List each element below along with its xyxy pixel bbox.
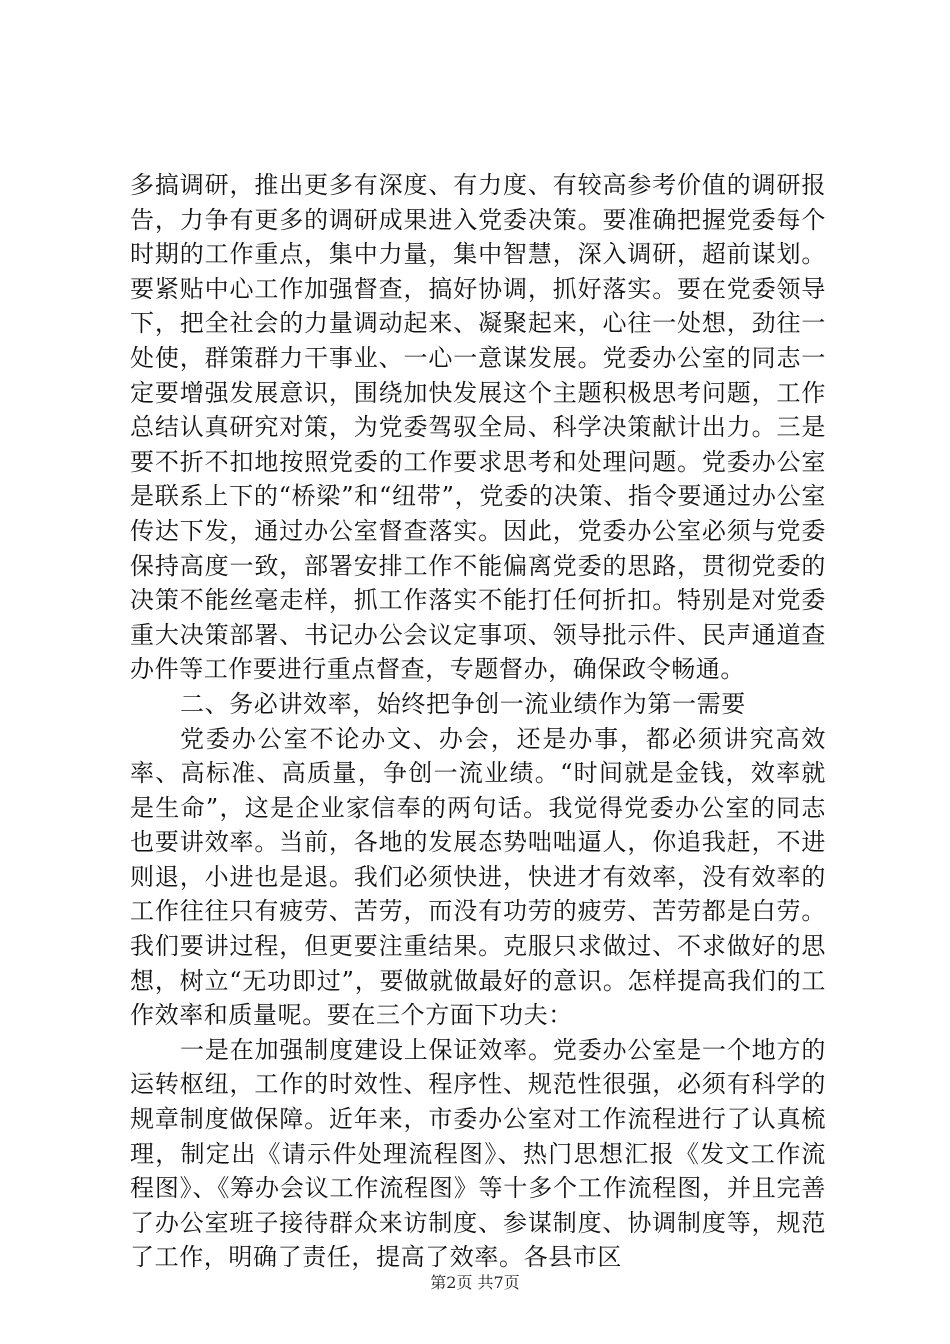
page-number-footer: 第2页 共7页 <box>430 1273 520 1292</box>
section-heading: 二、务必讲效率，始终把争创一流业绩作为第一需要 <box>180 689 746 718</box>
paragraph: 多搞调研，推出更多有深度、有力度、有较高参考价值的调研报告，力争有更多的调研成果进入党委决策。要准确把握党委每个时期的工作重点，集中力量，集中智慧，深入调研，超前谋划。要紧贴中心工作加强督查，搞好协调，抓好落实。要在党委领导下，把全社会的力量调动起来、凝聚起来，心往一处想，劲往一处使，群策群力干事业、一心一意谋发展。党委办公室的同志一定要增强发展意识，围绕加快发展这个主题积极思考问题，工作总结认真研究对策，为党委驾驭全局、科学决策献计出力。三是要不折不扣地按照党委的工作要求思考和处理问题。党委办公室是联系上下的“桥梁”和“纽带”，党委的决策、指令要通过办公室传达下发，通过办公室督查落实。因此，党委办公室必须与党委保持高度一致，部署安排工作不能偏离党委的思路，贯彻党委的决策不能丝毫走样，抓工作落实不能打任何折扣。特别是对党委重大决策部署、书记办公会议定事项、领导批示件、民声通道查办件等工作要进行重点督查，专题督办，确保政令畅通。 <box>130 171 826 684</box>
paragraph: 一是在加强制度建设上保证效率。党委办公室是一个地方的运转枢纽，工作的时效性、程序性、规范性很强，必须有科学的规章制度做保障。近年来，市委办公室对工作流程进行了认真梳理，制定出《请示件处理流程图》、热门思想汇报《发文工作流程图》、《筹办会议工作流程图》等十多个工作流程图，并且完善了办公室班子接待群众来访制度、参谋制度、协调制度等，规范了工作，明确了责任，提高了效率。各县市区 <box>130 1035 826 1272</box>
paragraph: 党委办公室不论办文、办会，还是办事，都必须讲究高效率、高标准、高质量，争创一流业绩。“时间就是金钱，效率就是生命”，这是企业家信奉的两句话。我觉得党委办公室的同志也要讲效率。当前，各地的发展态势咄咄逼人，你追我赶，不进则退，小进也是退。我们必须快进，快进才有效率，没有效率的工作往往只有疲劳、苦劳，而没有功劳的疲劳、苦劳都是白劳。我们要讲过程，但更要注重结果。克服只求做过、不求做好的思想，树立“无功即过”，要做就做最好的意识。怎样提高我们的工作效率和质量呢。要在三个方面下功夫： <box>130 724 826 1030</box>
document-body <box>130 168 826 1275</box>
